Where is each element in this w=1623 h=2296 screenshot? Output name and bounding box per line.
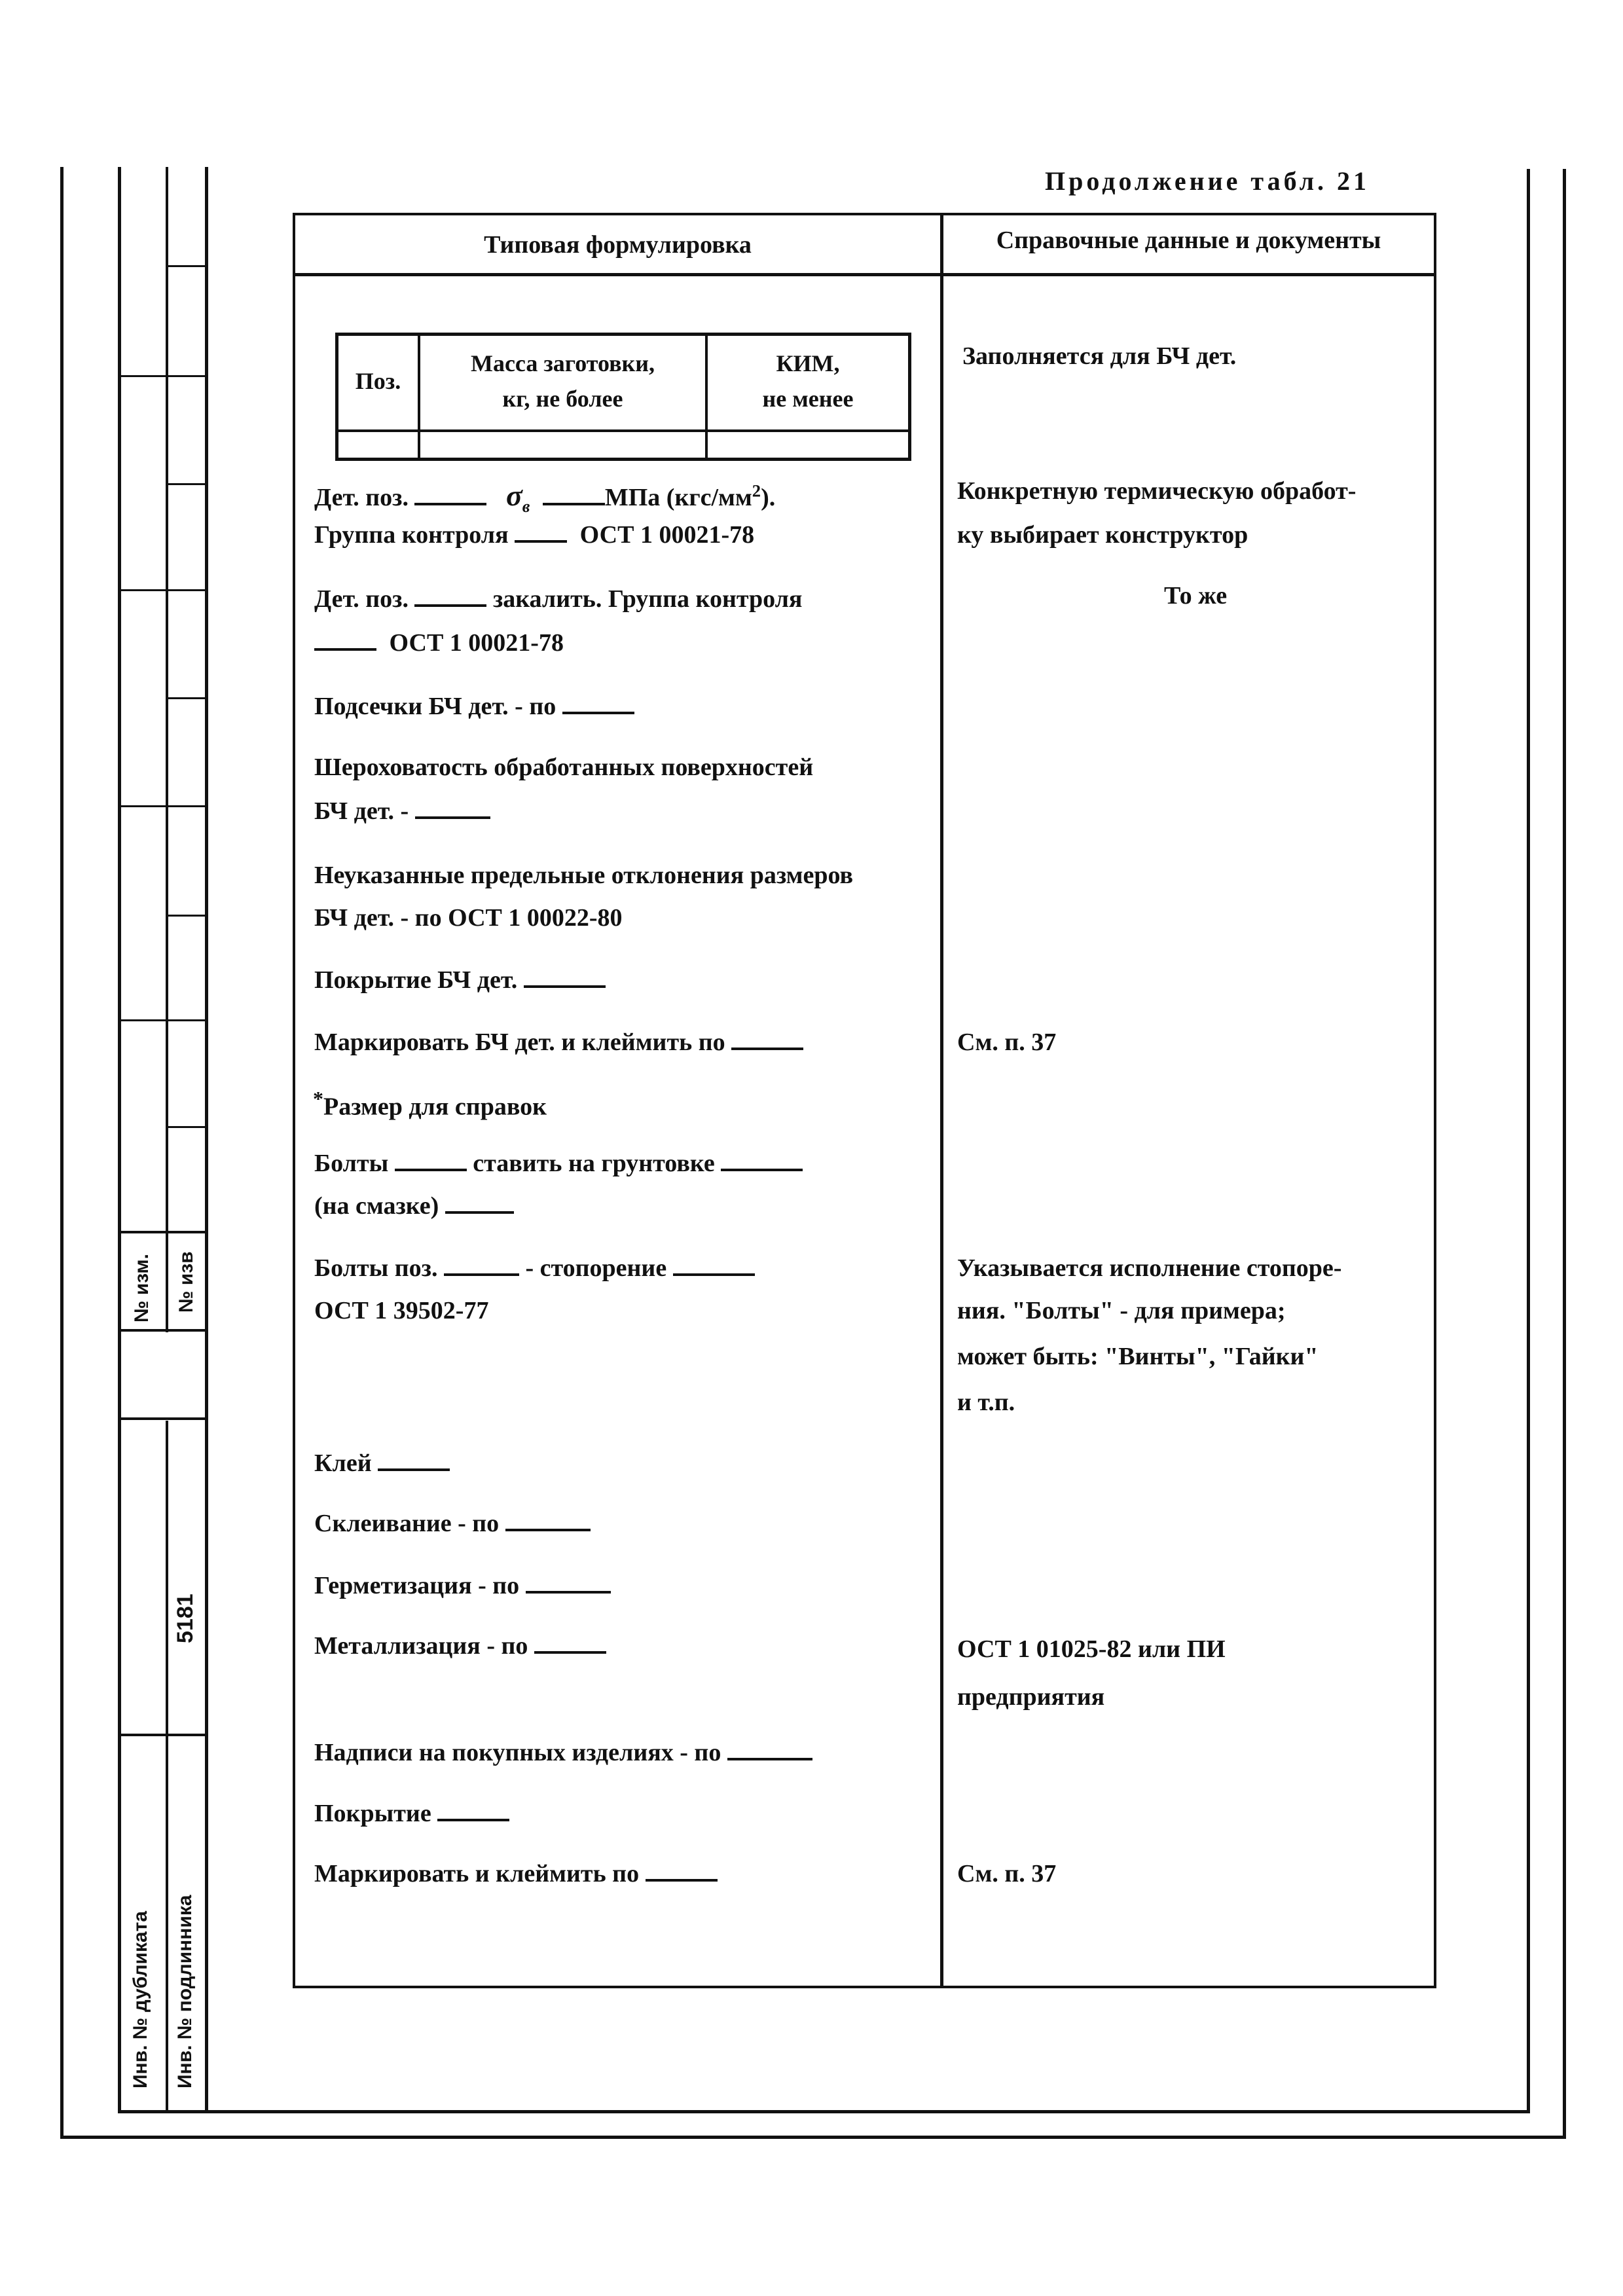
blank <box>414 485 486 505</box>
l2-pre: Группа контроля <box>314 521 509 549</box>
l14: (на смазке) <box>314 1192 439 1220</box>
ref-same: То же <box>1164 582 1228 610</box>
subtable-row-divider <box>335 429 911 432</box>
margin-tick <box>118 805 208 807</box>
line-tolerances: Неуказанные предельные отклонения размеров <box>314 862 854 889</box>
ref-locking-3: может быть: "Винты", "Гайки" <box>957 1343 1319 1370</box>
line-bolts-primer <box>314 1149 803 1178</box>
margin-tick <box>118 589 208 591</box>
margin-tick <box>118 1019 208 1021</box>
blank <box>673 1256 755 1276</box>
header-reference-data: Справочные данные и документы <box>996 227 1381 254</box>
margin-line-2b <box>166 1421 168 2112</box>
margin-label-inv-dubl: Инв. № дубликата <box>130 1910 151 2088</box>
subtable-col-pos: Поз. <box>355 368 401 394</box>
ref-locking-1: Указывается исполнение стопоре- <box>957 1254 1342 1282</box>
line-control-group <box>314 520 754 549</box>
margin-tick <box>166 697 208 699</box>
line-glue <box>314 1449 450 1478</box>
l1-sup: 2 <box>752 481 761 501</box>
subtable-col-mass-line1: Масса заготовки, <box>470 350 655 376</box>
blank <box>437 1801 509 1821</box>
l1-sub: в <box>522 497 530 517</box>
l19: Герметизация - по <box>314 1572 520 1599</box>
line-bch-det <box>314 797 490 826</box>
line-bolts-locking <box>314 1254 755 1283</box>
margin-tick <box>166 265 208 267</box>
ref-heat-treatment-1: Конкретную термическую обработ- <box>957 477 1357 505</box>
ref-enterprise: предприятия <box>957 1683 1105 1711</box>
blank <box>526 1573 611 1594</box>
l5: Подсечки БЧ дет. - по <box>314 693 556 720</box>
blank <box>524 968 606 988</box>
line-ost-39502: ОСТ 1 39502-77 <box>314 1297 489 1324</box>
l13-post: ставить на грунтовке <box>473 1150 715 1177</box>
margin-line-3 <box>205 167 208 2112</box>
blank <box>515 522 567 543</box>
blank <box>721 1151 803 1171</box>
sigma-symbol <box>505 479 530 517</box>
subtable-col-kim <box>708 346 908 416</box>
blank <box>314 630 376 651</box>
sheet-left-border <box>60 167 64 2139</box>
margin-line-2 <box>166 167 168 1332</box>
line-grease <box>314 1192 514 1220</box>
blank <box>414 587 486 607</box>
blank <box>534 1633 606 1654</box>
blank <box>646 1861 718 1882</box>
margin-label-inv-podl: Инв. № подлинника <box>174 1895 196 2088</box>
l2-post: ОСТ 1 00021-78 <box>579 521 755 549</box>
margin-tick <box>118 1734 208 1736</box>
l3-pre: Дет. поз. <box>314 585 409 613</box>
l4-post: ОСТ 1 00021-78 <box>389 629 564 657</box>
margin-line-1 <box>118 167 121 2112</box>
l15-pre: Болты поз. <box>314 1254 438 1282</box>
l1-pre: Дет. поз. <box>314 484 409 511</box>
ref-locking-4: и т.п. <box>957 1389 1015 1416</box>
footnote-star: * <box>313 1087 323 1110</box>
blank <box>395 1151 467 1171</box>
line-ost-00021 <box>314 629 564 657</box>
header-typical-wording: Типовая формулировка <box>484 231 752 259</box>
ref-locking-2: ния. "Болты" - для примера; <box>957 1297 1286 1324</box>
line-sealing <box>314 1571 611 1600</box>
subtable-col-mass <box>420 346 705 416</box>
l15-post: - стопорение <box>525 1254 667 1282</box>
margin-label-no-izm: № изм. <box>131 1254 153 1322</box>
l7: БЧ дет. - <box>314 797 409 825</box>
ref-fill-bch: Заполняется для БЧ дет. <box>962 342 1237 370</box>
line-mark-stamp <box>314 1859 718 1888</box>
l12: Размер для справок <box>323 1093 547 1121</box>
margin-tick <box>166 1126 208 1128</box>
table-caption: Продолжение табл. 21 <box>1045 166 1370 196</box>
blank <box>727 1740 812 1760</box>
sheet-right-border <box>1563 169 1566 2139</box>
l18: Склеивание - по <box>314 1510 500 1537</box>
l1-mid: МПа (кгс/мм <box>604 484 752 511</box>
l1-sym: σ <box>505 479 522 512</box>
ref-heat-treatment-2: ку выбирает конструктор <box>957 521 1249 549</box>
margin-tick <box>166 915 208 917</box>
subtable-col-kim-line2: не менее <box>762 386 854 412</box>
subtable-col-kim-line1: КИМ, <box>776 350 840 376</box>
line-podsechki <box>314 692 634 721</box>
l1-end: ). <box>761 484 776 511</box>
subtable-col-mass-line2: кг, не более <box>502 386 623 412</box>
blank <box>505 1511 591 1531</box>
ref-ost-01025: ОСТ 1 01025-82 или ПИ <box>957 1635 1226 1663</box>
inner-right-border <box>1527 169 1530 2113</box>
table-header-divider <box>293 273 1436 276</box>
l21: Надписи на покупных изделиях - по <box>314 1739 721 1766</box>
blank <box>444 1256 519 1276</box>
line-inscriptions <box>314 1738 812 1767</box>
line-metallization <box>314 1631 606 1660</box>
line-footnote <box>313 1087 547 1121</box>
l17: Клей <box>314 1449 372 1477</box>
margin-tick <box>118 1231 208 1233</box>
margin-tick <box>118 375 208 377</box>
blank <box>562 694 634 714</box>
inner-bottom-border <box>118 2110 1530 2113</box>
line-coating <box>314 1799 509 1828</box>
l23: Маркировать и клеймить по <box>314 1860 640 1887</box>
line-det-poz-harden <box>314 585 803 613</box>
margin-label-number: 5181 <box>173 1594 198 1643</box>
margin-tick <box>166 483 208 485</box>
line-det-poz-strength <box>314 478 775 517</box>
margin-tick <box>118 1417 208 1420</box>
l20: Металлизация - по <box>314 1632 528 1660</box>
line-ost-00022: БЧ дет. - по ОСТ 1 00022-80 <box>314 904 623 932</box>
blank <box>378 1451 450 1471</box>
blank <box>415 799 490 819</box>
ref-see-p37-1: См. п. 37 <box>957 1029 1057 1056</box>
blank <box>445 1194 514 1214</box>
l10: Покрытие БЧ дет. <box>314 966 518 994</box>
ref-see-p37-2: См. п. 37 <box>957 1860 1057 1887</box>
margin-tick <box>118 1329 208 1332</box>
line-mark-bch <box>314 1028 803 1057</box>
margin-label-no-izv: № изв <box>175 1251 197 1313</box>
l11: Маркировать БЧ дет. и клеймить по <box>314 1029 725 1056</box>
l22: Покрытие <box>314 1800 431 1827</box>
blank <box>731 1030 803 1050</box>
table-column-divider <box>940 213 943 1988</box>
blank <box>543 485 605 505</box>
l13-pre: Болты <box>314 1150 389 1177</box>
line-coating-bch <box>314 966 606 994</box>
l3-post: закалить. Группа контроля <box>492 585 803 613</box>
line-gluing <box>314 1509 591 1538</box>
sheet-bottom-border <box>60 2136 1566 2139</box>
line-roughness: Шероховатость обработанных поверхностей <box>314 754 814 781</box>
